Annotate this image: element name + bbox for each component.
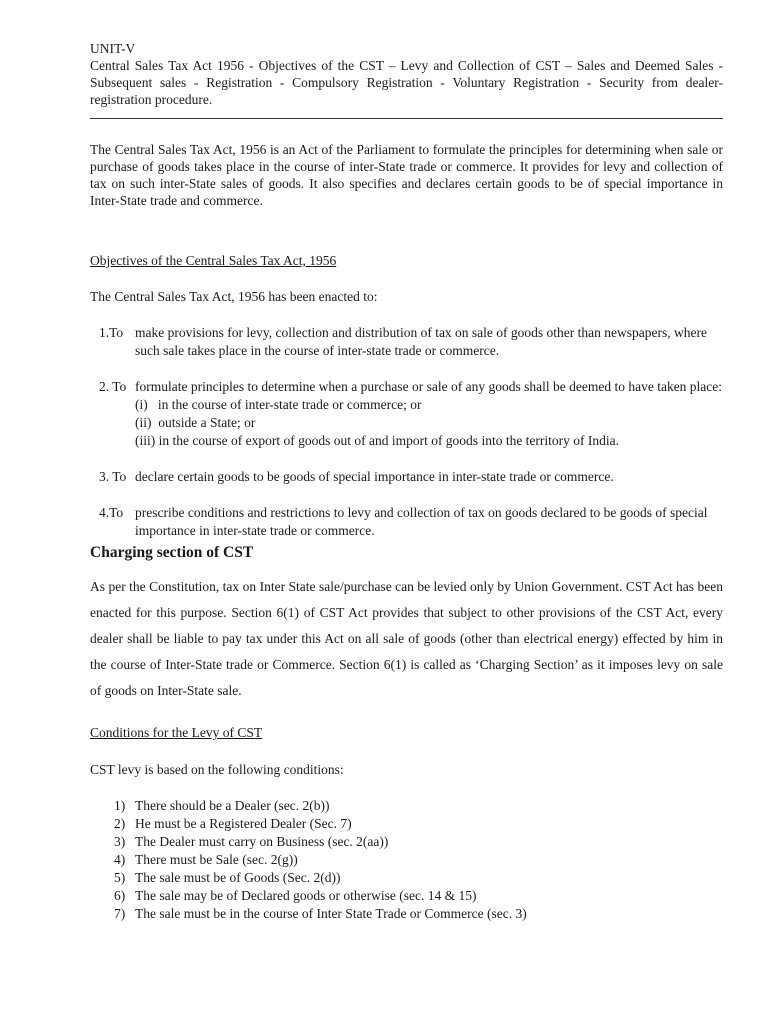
list-item [90,887,723,905]
list-item-number: 1) [114,798,126,813]
list-item [90,815,723,833]
list-item-text: There must be Sale (sec. 2(g)) [135,852,298,867]
list-item [90,324,723,360]
sub-item: (i) in the course of inter-state trade or commerce; or [135,397,422,412]
conditions-heading: Conditions for the Levy of CST [90,725,263,740]
list-item-text: prescribe conditions and restrictions to levy and collection of tax on goods declared to be goods of special importance in inter-state trade or commerce. [135,505,708,538]
document-page [90,40,723,923]
list-item-number: 5) [114,870,126,885]
list-item-number: 2. To [99,379,127,394]
list-item [90,869,723,887]
list-item-text: make provisions for levy, collection and distribution of tax on sale of goods other than newspapers, where such sale takes place in the course of inter-state trade or commerce. [135,325,707,358]
objectives-lead: The Central Sales Tax Act, 1956 has been enacted to: [90,289,378,304]
header-divider [90,118,723,119]
list-item [90,905,723,923]
list-item-text: There should be a Dealer (sec. 2(b)) [135,798,330,813]
list-item-text: formulate principles to determine when a purchase or sale of any goods shall be deemed to have taken place: [135,379,723,394]
list-item-text: The Dealer must carry on Business (sec. 2(aa)) [135,834,389,849]
list-item-text: The sale must be of Goods (Sec. 2(d)) [135,870,341,885]
charging-heading: Charging section of CST [90,544,254,561]
charging-paragraph: As per the Constitution, tax on Inter State sale/purchase can be levied only by Union Government. CST Act has been enacted for this purpose. Section 6(1) of CST Act provides that subject to other provisions of the CST Act, every dealer shall be liable to pay tax under this Act on all sale of goods (other than electrical energy) effected by him in the course of Inter-State trade or Commerce. Section 6(1) is called as ‘Charging Section’ as it imposes levy on sale of goods on Inter-State sale. [90,579,723,698]
sub-item: (iii) in the course of export of goods out of and import of goods into the territory of India. [135,433,620,448]
list-item [90,504,723,540]
objectives-list [90,324,723,540]
list-item-number: 7) [114,906,126,921]
list-item [90,468,723,486]
unit-topics: Central Sales Tax Act 1956 - Objectives of the CST – Levy and Collection of CST – Sales and Deemed Sales - Subsequent sales - Registration - Compulsory Registration - Voluntary Registration - Security from dealer-registration procedure. [90,58,723,107]
list-item-number: 4.To [99,505,124,520]
list-item [90,833,723,851]
list-item-number: 1.To [99,325,124,340]
list-item-text: He must be a Registered Dealer (Sec. 7) [135,816,352,831]
conditions-lead: CST levy is based on the following conditions: [90,762,344,777]
sub-item: (ii) outside a State; or [135,415,256,430]
list-item-number: 6) [114,888,126,903]
list-item-number: 3. To [99,469,127,484]
list-item [90,851,723,869]
list-item [90,797,723,815]
list-item [90,378,723,450]
objectives-heading: Objectives of the Central Sales Tax Act, 1956 [90,253,337,268]
list-item-number: 4) [114,852,126,867]
conditions-list [90,797,723,923]
list-item-number: 3) [114,834,126,849]
intro-paragraph: The Central Sales Tax Act, 1956 is an Act of the Parliament to formulate the principles for determining when sale or purchase of goods takes place in the course of inter-State trade or commerce. It provides for levy and collection of tax on such inter-State sales of goods. It also specifies and declares certain goods to be of special importance in Inter-State trade and commerce. [90,142,723,208]
list-item-text: The sale must be in the course of Inter State Trade or Commerce (sec. 3) [135,906,527,921]
list-item-text: The sale may be of Declared goods or otherwise (sec. 14 & 15) [135,888,477,903]
list-item-text: declare certain goods to be goods of special importance in inter-state trade or commerce. [135,469,614,484]
list-item-number: 2) [114,816,126,831]
unit-title: UNIT-V [90,41,136,56]
